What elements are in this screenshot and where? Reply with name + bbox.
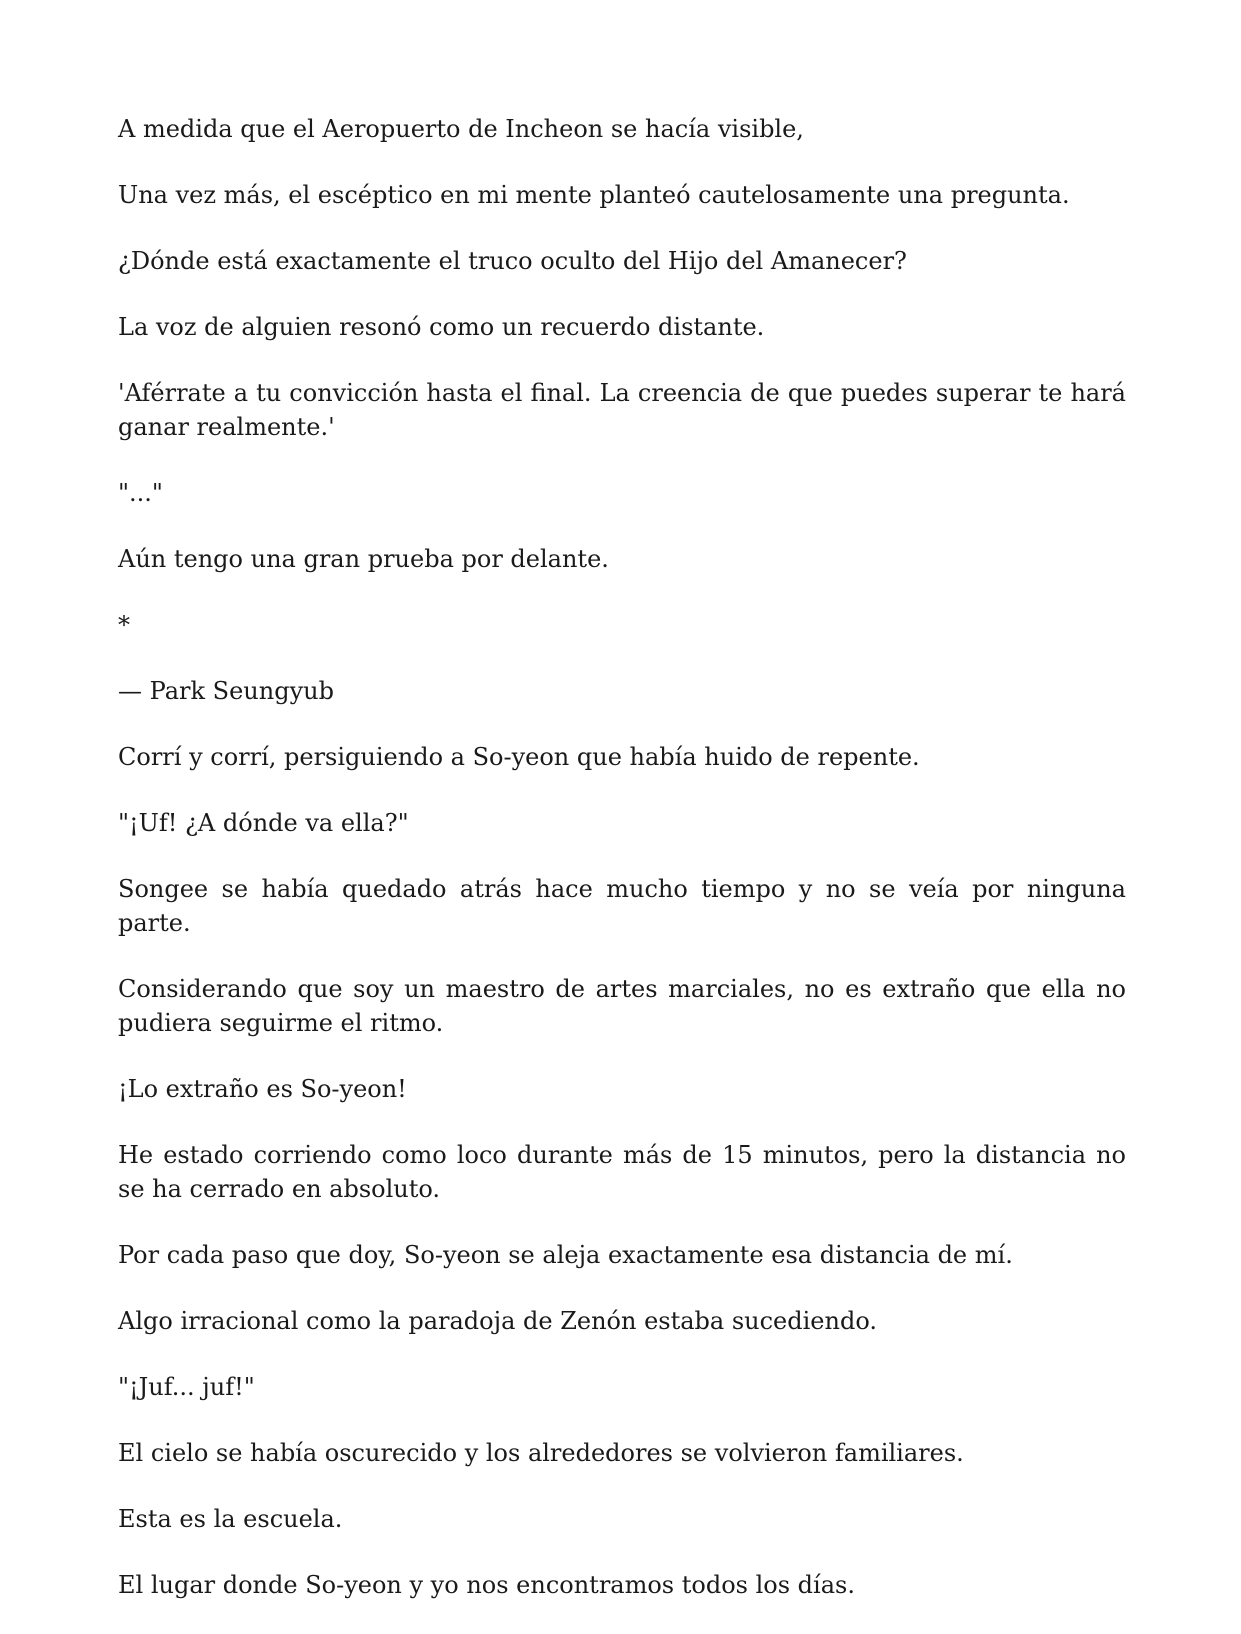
paragraph: Una vez más, el escéptico en mi mente planteó cautelosamente una pregunta. — [118, 181, 1070, 209]
paragraph: Considerando que soy un maestro de artes marciales, no es extraño que ella no pudiera seguirme el ritmo. — [118, 975, 1126, 1037]
paragraph: 'Aférrate a tu convicción hasta el final. La creencia de que puedes superar te hará ganar realmente.' — [118, 379, 1126, 441]
paragraph: El cielo se había oscurecido y los alrededores se volvieron familiares. — [118, 1439, 964, 1467]
scene-break: * — [118, 611, 130, 639]
paragraph: Aún tengo una gran prueba por delante. — [118, 545, 609, 573]
paragraph: La voz de alguien resonó como un recuerdo distante. — [118, 313, 765, 341]
paragraph: Corrí y corrí, persiguiendo a So-yeon que había huido de repente. — [118, 743, 920, 771]
paragraph: Algo irracional como la paradoja de Zenón estaba sucediendo. — [118, 1307, 877, 1335]
pov-heading: — Park Seungyub — [118, 677, 334, 705]
paragraph: "¡Juf... juf!" — [118, 1373, 255, 1401]
paragraph: El lugar donde So-yeon y yo nos encontramos todos los días. — [118, 1571, 855, 1599]
paragraph: Songee se había quedado atrás hace mucho tiempo y no se veía por ninguna parte. — [118, 875, 1126, 937]
paragraph: Esta es la escuela. — [118, 1505, 343, 1533]
paragraph: ¡Lo extraño es So-yeon! — [118, 1075, 407, 1103]
paragraph: A medida que el Aeropuerto de Incheon se hacía visible, — [118, 115, 804, 143]
paragraph: "¡Uf! ¿A dónde va ella?" — [118, 809, 409, 837]
paragraph: ¿Dónde está exactamente el truco oculto del Hijo del Amanecer? — [118, 247, 907, 275]
paragraph: He estado corriendo como loco durante más de 15 minutos, pero la distancia no se ha cerrado en absoluto. — [118, 1141, 1126, 1203]
document-body — [118, 112, 1126, 1634]
paragraph: "..." — [118, 479, 163, 507]
paragraph: Por cada paso que doy, So-yeon se aleja exactamente esa distancia de mí. — [118, 1241, 1013, 1269]
